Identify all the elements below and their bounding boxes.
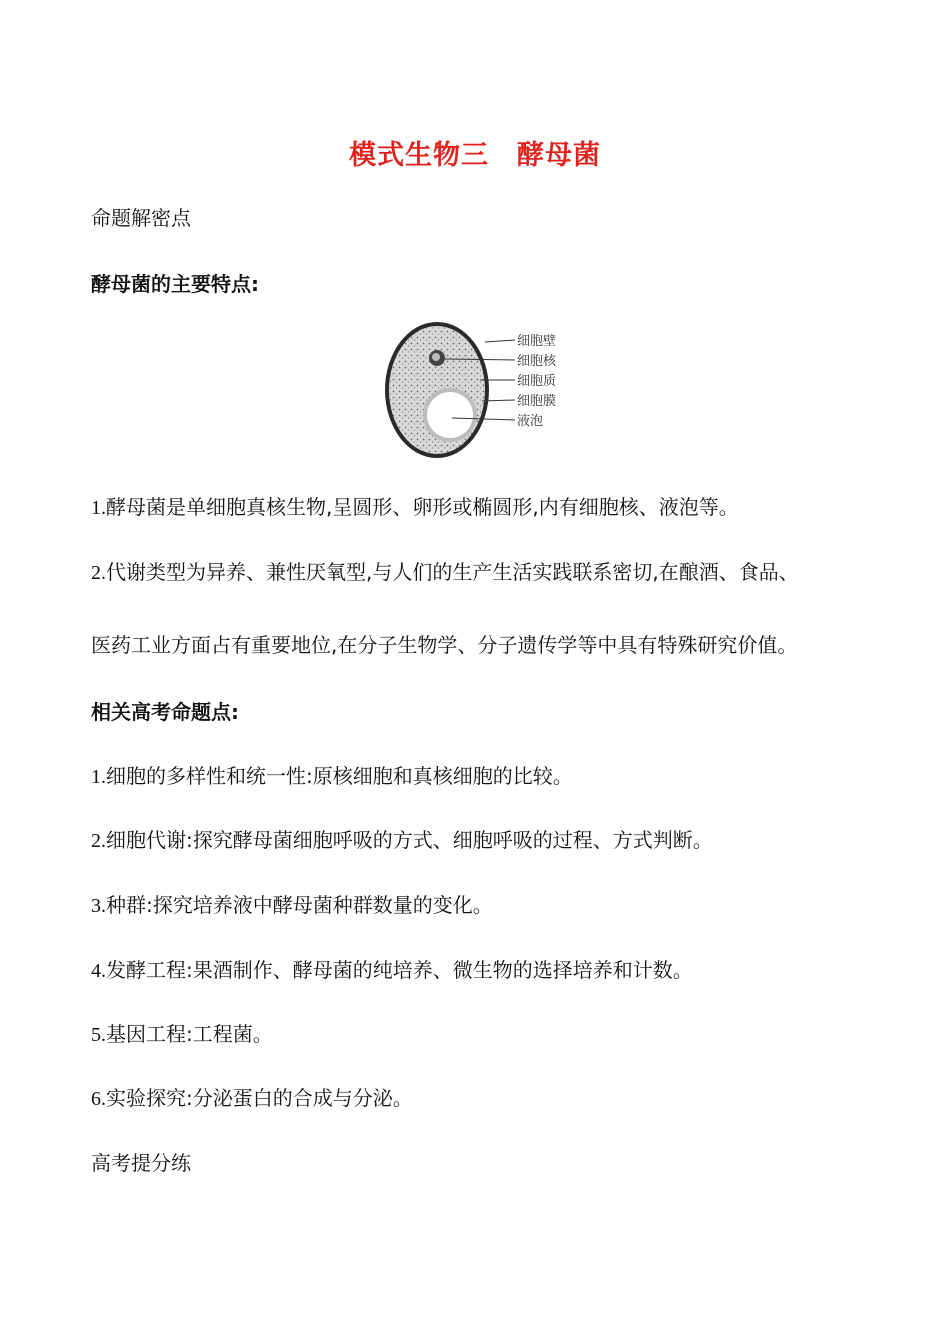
feature-item-2 xyxy=(91,558,799,587)
exam-item-1-number: 1. xyxy=(91,766,106,788)
feature-item-1-number: 1. xyxy=(91,497,106,519)
exam-item-3 xyxy=(91,891,493,920)
section-heading-proposition: 命题解密点 xyxy=(91,206,191,230)
exam-item-2 xyxy=(91,826,713,855)
exam-item-4-number: 4. xyxy=(91,960,106,982)
exam-heading: 相关高考命题点: xyxy=(91,700,239,724)
exam-item-1 xyxy=(91,762,573,791)
features-heading: 酵母菌的主要特点: xyxy=(91,272,259,296)
exam-item-4 xyxy=(91,956,693,985)
exam-item-6 xyxy=(91,1084,413,1113)
feature-item-2-number: 2. xyxy=(91,562,106,584)
label-cell-membrane: 细胞膜 xyxy=(517,394,557,409)
yeast-cell-diagram xyxy=(380,318,580,463)
exam-item-3-text: 种群:探究培养液中酵母菌种群数量的变化。 xyxy=(106,893,493,917)
vacuole-shape xyxy=(427,392,473,438)
label-vacuole: 液泡 xyxy=(517,414,544,429)
label-line-cell-wall xyxy=(485,340,515,342)
exam-item-4-text: 发酵工程:果酒制作、酵母菌的纯培养、微生物的选择培养和计数。 xyxy=(106,958,693,982)
feature-item-2-continuation: 医药工业方面占有重要地位,在分子生物学、分子遗传学等中具有特殊研究价值。 xyxy=(91,633,798,657)
exam-item-1-text: 细胞的多样性和统一性:原核细胞和真核细胞的比较。 xyxy=(106,764,573,788)
exam-item-3-number: 3. xyxy=(91,895,106,917)
page-title: 模式生物三 酵母菌 xyxy=(349,140,601,171)
label-nucleus: 细胞核 xyxy=(517,354,557,369)
feature-item-2-text: 代谢类型为异养、兼性厌氧型,与人们的生产生活实践联系密切,在酿酒、食品、 xyxy=(106,560,799,584)
exam-item-5 xyxy=(91,1020,273,1049)
footer-heading: 高考提分练 xyxy=(91,1151,191,1175)
label-cytoplasm: 细胞质 xyxy=(517,374,557,389)
exam-item-6-number: 6. xyxy=(91,1088,106,1110)
exam-item-2-text: 细胞代谢:探究酵母菌细胞呼吸的方式、细胞呼吸的过程、方式判断。 xyxy=(106,828,713,852)
feature-item-1-text: 酵母菌是单细胞真核生物,呈圆形、卵形或椭圆形,内有细胞核、液泡等。 xyxy=(106,495,739,519)
exam-item-5-text: 基因工程:工程菌。 xyxy=(106,1022,273,1046)
exam-item-2-number: 2. xyxy=(91,830,106,852)
exam-item-6-text: 实验探究:分泌蛋白的合成与分泌。 xyxy=(106,1086,413,1110)
label-cell-wall: 细胞壁 xyxy=(517,334,557,349)
exam-item-5-number: 5. xyxy=(91,1024,106,1046)
feature-item-1 xyxy=(91,493,739,522)
yeast-cell-illustration xyxy=(380,318,580,463)
